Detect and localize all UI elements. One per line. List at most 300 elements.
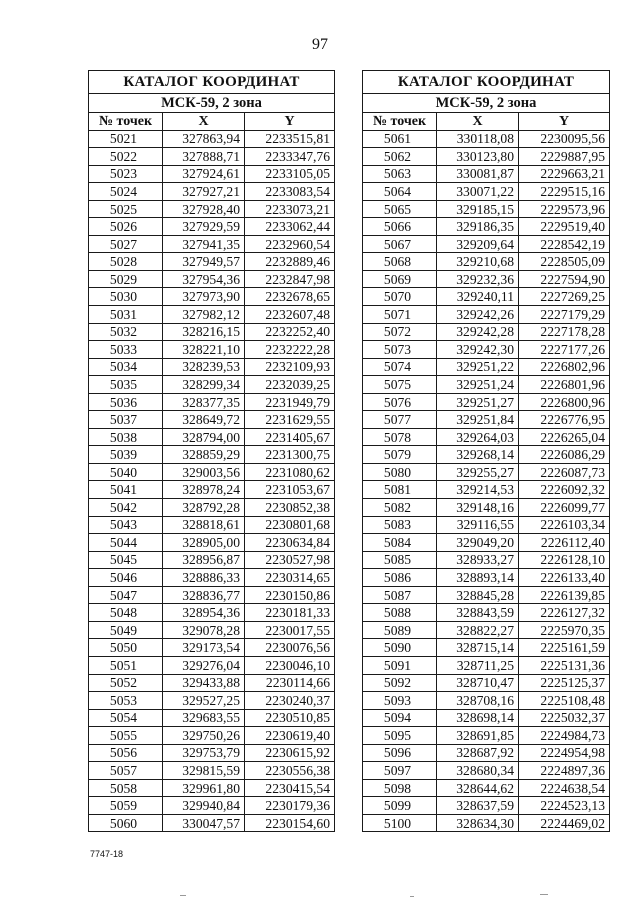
point-number-cell: 5041 bbox=[89, 481, 163, 499]
y-coordinate-cell: 2229887,95 bbox=[519, 148, 610, 166]
point-number-cell: 5096 bbox=[363, 744, 437, 762]
table-row bbox=[363, 323, 610, 341]
x-coordinate-cell: 328893,14 bbox=[437, 569, 519, 587]
y-coordinate-cell: 2230179,36 bbox=[245, 797, 335, 815]
y-coordinate-cell: 2226139,85 bbox=[519, 586, 610, 604]
point-number-cell: 5089 bbox=[363, 621, 437, 639]
x-coordinate-cell: 329214,53 bbox=[437, 481, 519, 499]
y-coordinate-cell: 2226776,95 bbox=[519, 411, 610, 429]
table-row bbox=[363, 463, 610, 481]
point-number-cell: 5048 bbox=[89, 604, 163, 622]
y-coordinate-cell: 2231053,67 bbox=[245, 481, 335, 499]
x-coordinate-cell: 328933,27 bbox=[437, 551, 519, 569]
x-coordinate-cell: 328637,59 bbox=[437, 797, 519, 815]
y-coordinate-cell: 2229663,21 bbox=[519, 165, 610, 183]
x-coordinate-cell: 328687,92 bbox=[437, 744, 519, 762]
point-number-cell: 5055 bbox=[89, 727, 163, 745]
document-code: 7747-18 bbox=[90, 849, 124, 859]
table-row bbox=[89, 183, 335, 201]
table-row bbox=[89, 604, 335, 622]
y-coordinate-cell: 2231300,75 bbox=[245, 446, 335, 464]
table-row bbox=[89, 235, 335, 253]
point-number-cell: 5052 bbox=[89, 674, 163, 692]
y-coordinate-cell: 2227178,28 bbox=[519, 323, 610, 341]
catalog-title: КАТАЛОГ КООРДИНАТ bbox=[363, 71, 610, 94]
point-number-cell: 5065 bbox=[363, 200, 437, 218]
y-coordinate-cell: 2226800,96 bbox=[519, 393, 610, 411]
point-number-cell: 5081 bbox=[363, 481, 437, 499]
x-coordinate-cell: 328905,00 bbox=[163, 534, 245, 552]
x-coordinate-cell: 328644,62 bbox=[437, 779, 519, 797]
point-number-cell: 5027 bbox=[89, 235, 163, 253]
y-coordinate-cell: 2230095,56 bbox=[519, 130, 610, 148]
x-coordinate-cell: 329185,15 bbox=[437, 200, 519, 218]
coordinate-system-subtitle: МСК-59, 2 зона bbox=[363, 94, 610, 113]
y-coordinate-cell: 2227177,26 bbox=[519, 341, 610, 359]
point-number-cell: 5045 bbox=[89, 551, 163, 569]
x-coordinate-cell: 327924,61 bbox=[163, 165, 245, 183]
x-coordinate-cell: 329209,64 bbox=[437, 235, 519, 253]
point-number-cell: 5024 bbox=[89, 183, 163, 201]
y-coordinate-cell: 2225161,59 bbox=[519, 639, 610, 657]
table-row bbox=[89, 411, 335, 429]
column-header-y: Y bbox=[519, 113, 610, 131]
x-coordinate-cell: 329242,28 bbox=[437, 323, 519, 341]
table-row bbox=[363, 165, 610, 183]
scan-artifact bbox=[180, 895, 186, 896]
x-coordinate-cell: 329251,24 bbox=[437, 376, 519, 394]
table-row bbox=[363, 551, 610, 569]
coordinate-catalog-table-left bbox=[88, 70, 335, 832]
x-coordinate-cell: 330118,08 bbox=[437, 130, 519, 148]
y-coordinate-cell: 2229519,40 bbox=[519, 218, 610, 236]
table-row bbox=[363, 253, 610, 271]
table-row bbox=[89, 779, 335, 797]
point-number-cell: 5057 bbox=[89, 762, 163, 780]
x-coordinate-cell: 330123,80 bbox=[437, 148, 519, 166]
y-coordinate-cell: 2229573,96 bbox=[519, 200, 610, 218]
point-number-cell: 5031 bbox=[89, 306, 163, 324]
point-number-cell: 5100 bbox=[363, 814, 437, 832]
point-number-cell: 5037 bbox=[89, 411, 163, 429]
table-row bbox=[89, 323, 335, 341]
x-coordinate-cell: 328794,00 bbox=[163, 428, 245, 446]
column-header-point-number: № точек bbox=[363, 113, 437, 131]
x-coordinate-cell: 328221,10 bbox=[163, 341, 245, 359]
x-coordinate-cell: 329961,80 bbox=[163, 779, 245, 797]
point-number-cell: 5091 bbox=[363, 656, 437, 674]
y-coordinate-cell: 2230415,54 bbox=[245, 779, 335, 797]
y-coordinate-cell: 2230615,92 bbox=[245, 744, 335, 762]
table-row bbox=[89, 621, 335, 639]
point-number-cell: 5062 bbox=[363, 148, 437, 166]
y-coordinate-cell: 2232039,25 bbox=[245, 376, 335, 394]
x-coordinate-cell: 329264,03 bbox=[437, 428, 519, 446]
table-row bbox=[363, 499, 610, 517]
y-coordinate-cell: 2233062,44 bbox=[245, 218, 335, 236]
x-coordinate-cell: 329268,14 bbox=[437, 446, 519, 464]
x-coordinate-cell: 327888,71 bbox=[163, 148, 245, 166]
x-coordinate-cell: 328843,59 bbox=[437, 604, 519, 622]
x-coordinate-cell: 329527,25 bbox=[163, 692, 245, 710]
y-coordinate-cell: 2227594,90 bbox=[519, 270, 610, 288]
point-number-cell: 5032 bbox=[89, 323, 163, 341]
point-number-cell: 5058 bbox=[89, 779, 163, 797]
table-row bbox=[363, 358, 610, 376]
table-row bbox=[363, 516, 610, 534]
table-row bbox=[363, 586, 610, 604]
point-number-cell: 5061 bbox=[363, 130, 437, 148]
x-coordinate-cell: 327927,21 bbox=[163, 183, 245, 201]
x-coordinate-cell: 328715,14 bbox=[437, 639, 519, 657]
x-coordinate-cell: 329750,26 bbox=[163, 727, 245, 745]
table-row bbox=[89, 744, 335, 762]
y-coordinate-cell: 2230852,38 bbox=[245, 499, 335, 517]
point-number-cell: 5078 bbox=[363, 428, 437, 446]
table-row bbox=[89, 288, 335, 306]
y-coordinate-cell: 2229515,16 bbox=[519, 183, 610, 201]
scan-artifact bbox=[410, 896, 414, 897]
point-number-cell: 5051 bbox=[89, 656, 163, 674]
table-row bbox=[363, 183, 610, 201]
table-row bbox=[89, 148, 335, 166]
table-row bbox=[363, 446, 610, 464]
point-number-cell: 5084 bbox=[363, 534, 437, 552]
y-coordinate-cell: 2226103,34 bbox=[519, 516, 610, 534]
x-coordinate-cell: 330071,22 bbox=[437, 183, 519, 201]
y-coordinate-cell: 2231080,62 bbox=[245, 463, 335, 481]
y-coordinate-cell: 2232847,98 bbox=[245, 270, 335, 288]
column-header-x: X bbox=[437, 113, 519, 131]
x-coordinate-cell: 328680,34 bbox=[437, 762, 519, 780]
x-coordinate-cell: 328698,14 bbox=[437, 709, 519, 727]
x-coordinate-cell: 328216,15 bbox=[163, 323, 245, 341]
y-coordinate-cell: 2231949,79 bbox=[245, 393, 335, 411]
point-number-cell: 5072 bbox=[363, 323, 437, 341]
x-coordinate-cell: 328377,35 bbox=[163, 393, 245, 411]
point-number-cell: 5077 bbox=[363, 411, 437, 429]
x-coordinate-cell: 328818,61 bbox=[163, 516, 245, 534]
table-row bbox=[363, 779, 610, 797]
x-coordinate-cell: 329255,27 bbox=[437, 463, 519, 481]
x-coordinate-cell: 328711,25 bbox=[437, 656, 519, 674]
x-coordinate-cell: 328708,16 bbox=[437, 692, 519, 710]
y-coordinate-cell: 2224954,98 bbox=[519, 744, 610, 762]
x-coordinate-cell: 329242,26 bbox=[437, 306, 519, 324]
point-number-cell: 5021 bbox=[89, 130, 163, 148]
point-number-cell: 5080 bbox=[363, 463, 437, 481]
y-coordinate-cell: 2232678,65 bbox=[245, 288, 335, 306]
y-coordinate-cell: 2230556,38 bbox=[245, 762, 335, 780]
y-coordinate-cell: 2226099,77 bbox=[519, 499, 610, 517]
y-coordinate-cell: 2224638,54 bbox=[519, 779, 610, 797]
point-number-cell: 5076 bbox=[363, 393, 437, 411]
y-coordinate-cell: 2226127,32 bbox=[519, 604, 610, 622]
x-coordinate-cell: 328634,30 bbox=[437, 814, 519, 832]
point-number-cell: 5087 bbox=[363, 586, 437, 604]
table-row bbox=[363, 341, 610, 359]
point-number-cell: 5040 bbox=[89, 463, 163, 481]
point-number-cell: 5079 bbox=[363, 446, 437, 464]
point-number-cell: 5054 bbox=[89, 709, 163, 727]
x-coordinate-cell: 329251,27 bbox=[437, 393, 519, 411]
x-coordinate-cell: 328836,77 bbox=[163, 586, 245, 604]
point-number-cell: 5033 bbox=[89, 341, 163, 359]
point-number-cell: 5035 bbox=[89, 376, 163, 394]
y-coordinate-cell: 2232607,48 bbox=[245, 306, 335, 324]
table-row bbox=[89, 797, 335, 815]
y-coordinate-cell: 2232109,93 bbox=[245, 358, 335, 376]
x-coordinate-cell: 327982,12 bbox=[163, 306, 245, 324]
x-coordinate-cell: 329078,28 bbox=[163, 621, 245, 639]
point-number-cell: 5025 bbox=[89, 200, 163, 218]
table-row bbox=[363, 656, 610, 674]
y-coordinate-cell: 2230017,55 bbox=[245, 621, 335, 639]
x-coordinate-cell: 327941,35 bbox=[163, 235, 245, 253]
point-number-cell: 5059 bbox=[89, 797, 163, 815]
scan-artifact bbox=[540, 894, 548, 895]
x-coordinate-cell: 329210,68 bbox=[437, 253, 519, 271]
table-row bbox=[89, 814, 335, 832]
table-row bbox=[89, 130, 335, 148]
x-coordinate-cell: 328978,24 bbox=[163, 481, 245, 499]
y-coordinate-cell: 2226128,10 bbox=[519, 551, 610, 569]
y-coordinate-cell: 2232889,46 bbox=[245, 253, 335, 271]
table-row bbox=[89, 692, 335, 710]
y-coordinate-cell: 2232252,40 bbox=[245, 323, 335, 341]
x-coordinate-cell: 327973,90 bbox=[163, 288, 245, 306]
table-row bbox=[363, 148, 610, 166]
y-coordinate-cell: 2232222,28 bbox=[245, 341, 335, 359]
x-coordinate-cell: 329753,79 bbox=[163, 744, 245, 762]
y-coordinate-cell: 2230527,98 bbox=[245, 551, 335, 569]
catalog-title: КАТАЛОГ КООРДИНАТ bbox=[89, 71, 335, 94]
table-row bbox=[363, 814, 610, 832]
table-row bbox=[89, 358, 335, 376]
y-coordinate-cell: 2232960,54 bbox=[245, 235, 335, 253]
point-number-cell: 5097 bbox=[363, 762, 437, 780]
point-number-cell: 5034 bbox=[89, 358, 163, 376]
point-number-cell: 5056 bbox=[89, 744, 163, 762]
table-row bbox=[363, 411, 610, 429]
table-row bbox=[89, 446, 335, 464]
table-row bbox=[89, 306, 335, 324]
x-coordinate-cell: 329232,36 bbox=[437, 270, 519, 288]
point-number-cell: 5094 bbox=[363, 709, 437, 727]
point-number-cell: 5098 bbox=[363, 779, 437, 797]
x-coordinate-cell: 329251,84 bbox=[437, 411, 519, 429]
point-number-cell: 5090 bbox=[363, 639, 437, 657]
table-row bbox=[363, 306, 610, 324]
table-row bbox=[363, 621, 610, 639]
table-row bbox=[89, 674, 335, 692]
table-body bbox=[89, 130, 335, 832]
table-row bbox=[89, 200, 335, 218]
point-number-cell: 5085 bbox=[363, 551, 437, 569]
y-coordinate-cell: 2228542,19 bbox=[519, 235, 610, 253]
page-number: 97 bbox=[312, 36, 328, 53]
table-row bbox=[89, 499, 335, 517]
table-row bbox=[89, 762, 335, 780]
x-coordinate-cell: 328886,33 bbox=[163, 569, 245, 587]
x-coordinate-cell: 327954,36 bbox=[163, 270, 245, 288]
column-header-x: X bbox=[163, 113, 245, 131]
coordinate-catalog-table-right bbox=[362, 70, 610, 832]
table-row bbox=[89, 463, 335, 481]
table-row bbox=[363, 200, 610, 218]
point-number-cell: 5095 bbox=[363, 727, 437, 745]
x-coordinate-cell: 328845,28 bbox=[437, 586, 519, 604]
table-row bbox=[363, 709, 610, 727]
y-coordinate-cell: 2226133,40 bbox=[519, 569, 610, 587]
y-coordinate-cell: 2224897,36 bbox=[519, 762, 610, 780]
table-row bbox=[89, 516, 335, 534]
y-coordinate-cell: 2233083,54 bbox=[245, 183, 335, 201]
x-coordinate-cell: 330047,57 bbox=[163, 814, 245, 832]
x-coordinate-cell: 330081,87 bbox=[437, 165, 519, 183]
table-row bbox=[363, 393, 610, 411]
y-coordinate-cell: 2224523,13 bbox=[519, 797, 610, 815]
table-row bbox=[89, 639, 335, 657]
y-coordinate-cell: 2230634,84 bbox=[245, 534, 335, 552]
table-row bbox=[89, 534, 335, 552]
y-coordinate-cell: 2230314,65 bbox=[245, 569, 335, 587]
y-coordinate-cell: 2230150,86 bbox=[245, 586, 335, 604]
point-number-cell: 5029 bbox=[89, 270, 163, 288]
point-number-cell: 5038 bbox=[89, 428, 163, 446]
point-number-cell: 5053 bbox=[89, 692, 163, 710]
y-coordinate-cell: 2224469,02 bbox=[519, 814, 610, 832]
table-row bbox=[363, 130, 610, 148]
table-row bbox=[89, 428, 335, 446]
x-coordinate-cell: 329173,54 bbox=[163, 639, 245, 657]
table-row bbox=[363, 797, 610, 815]
y-coordinate-cell: 2225108,48 bbox=[519, 692, 610, 710]
table-row bbox=[89, 656, 335, 674]
x-coordinate-cell: 329433,88 bbox=[163, 674, 245, 692]
table-row bbox=[363, 376, 610, 394]
table-row bbox=[89, 586, 335, 604]
y-coordinate-cell: 2230154,60 bbox=[245, 814, 335, 832]
y-coordinate-cell: 2233347,76 bbox=[245, 148, 335, 166]
x-coordinate-cell: 328239,53 bbox=[163, 358, 245, 376]
x-coordinate-cell: 329276,04 bbox=[163, 656, 245, 674]
point-number-cell: 5083 bbox=[363, 516, 437, 534]
point-number-cell: 5093 bbox=[363, 692, 437, 710]
x-coordinate-cell: 329683,55 bbox=[163, 709, 245, 727]
x-coordinate-cell: 327863,94 bbox=[163, 130, 245, 148]
point-number-cell: 5063 bbox=[363, 165, 437, 183]
x-coordinate-cell: 329003,56 bbox=[163, 463, 245, 481]
x-coordinate-cell: 328792,28 bbox=[163, 499, 245, 517]
table-row bbox=[363, 639, 610, 657]
table-row bbox=[363, 727, 610, 745]
y-coordinate-cell: 2233105,05 bbox=[245, 165, 335, 183]
y-coordinate-cell: 2230240,37 bbox=[245, 692, 335, 710]
table-row bbox=[363, 674, 610, 692]
point-number-cell: 5047 bbox=[89, 586, 163, 604]
y-coordinate-cell: 2227269,25 bbox=[519, 288, 610, 306]
x-coordinate-cell: 329148,16 bbox=[437, 499, 519, 517]
point-number-cell: 5069 bbox=[363, 270, 437, 288]
table-row bbox=[89, 253, 335, 271]
point-number-cell: 5068 bbox=[363, 253, 437, 271]
point-number-cell: 5044 bbox=[89, 534, 163, 552]
table-row bbox=[363, 218, 610, 236]
point-number-cell: 5066 bbox=[363, 218, 437, 236]
point-number-cell: 5028 bbox=[89, 253, 163, 271]
y-coordinate-cell: 2226801,96 bbox=[519, 376, 610, 394]
y-coordinate-cell: 2226802,96 bbox=[519, 358, 610, 376]
point-number-cell: 5043 bbox=[89, 516, 163, 534]
table-row bbox=[363, 534, 610, 552]
y-coordinate-cell: 2225970,35 bbox=[519, 621, 610, 639]
table-row bbox=[89, 727, 335, 745]
y-coordinate-cell: 2226265,04 bbox=[519, 428, 610, 446]
column-header-y: Y bbox=[245, 113, 335, 131]
table-row bbox=[89, 551, 335, 569]
point-number-cell: 5067 bbox=[363, 235, 437, 253]
point-number-cell: 5071 bbox=[363, 306, 437, 324]
x-coordinate-cell: 329240,11 bbox=[437, 288, 519, 306]
x-coordinate-cell: 329815,59 bbox=[163, 762, 245, 780]
x-coordinate-cell: 329049,20 bbox=[437, 534, 519, 552]
x-coordinate-cell: 327949,57 bbox=[163, 253, 245, 271]
x-coordinate-cell: 328859,29 bbox=[163, 446, 245, 464]
x-coordinate-cell: 329940,84 bbox=[163, 797, 245, 815]
y-coordinate-cell: 2231405,67 bbox=[245, 428, 335, 446]
y-coordinate-cell: 2226087,73 bbox=[519, 463, 610, 481]
table-row bbox=[89, 218, 335, 236]
coordinate-system-subtitle: МСК-59, 2 зона bbox=[89, 94, 335, 113]
x-coordinate-cell: 328956,87 bbox=[163, 551, 245, 569]
table-row bbox=[89, 569, 335, 587]
table-row bbox=[363, 481, 610, 499]
point-number-cell: 5022 bbox=[89, 148, 163, 166]
x-coordinate-cell: 327928,40 bbox=[163, 200, 245, 218]
point-number-cell: 5075 bbox=[363, 376, 437, 394]
point-number-cell: 5036 bbox=[89, 393, 163, 411]
point-number-cell: 5042 bbox=[89, 499, 163, 517]
point-number-cell: 5060 bbox=[89, 814, 163, 832]
point-number-cell: 5026 bbox=[89, 218, 163, 236]
x-coordinate-cell: 329186,35 bbox=[437, 218, 519, 236]
y-coordinate-cell: 2230046,10 bbox=[245, 656, 335, 674]
table-body bbox=[363, 130, 610, 832]
y-coordinate-cell: 2224984,73 bbox=[519, 727, 610, 745]
point-number-cell: 5088 bbox=[363, 604, 437, 622]
column-header-point-number: № точек bbox=[89, 113, 163, 131]
x-coordinate-cell: 327929,59 bbox=[163, 218, 245, 236]
x-coordinate-cell: 328649,72 bbox=[163, 411, 245, 429]
point-number-cell: 5092 bbox=[363, 674, 437, 692]
table-row bbox=[363, 604, 610, 622]
y-coordinate-cell: 2227179,29 bbox=[519, 306, 610, 324]
y-coordinate-cell: 2233515,81 bbox=[245, 130, 335, 148]
y-coordinate-cell: 2230114,66 bbox=[245, 674, 335, 692]
table-row bbox=[363, 569, 610, 587]
x-coordinate-cell: 329116,55 bbox=[437, 516, 519, 534]
table-row bbox=[363, 428, 610, 446]
table-row bbox=[89, 481, 335, 499]
y-coordinate-cell: 2225125,37 bbox=[519, 674, 610, 692]
table-row bbox=[363, 288, 610, 306]
y-coordinate-cell: 2230510,85 bbox=[245, 709, 335, 727]
y-coordinate-cell: 2225131,36 bbox=[519, 656, 610, 674]
point-number-cell: 5050 bbox=[89, 639, 163, 657]
table-row bbox=[89, 709, 335, 727]
point-number-cell: 5074 bbox=[363, 358, 437, 376]
